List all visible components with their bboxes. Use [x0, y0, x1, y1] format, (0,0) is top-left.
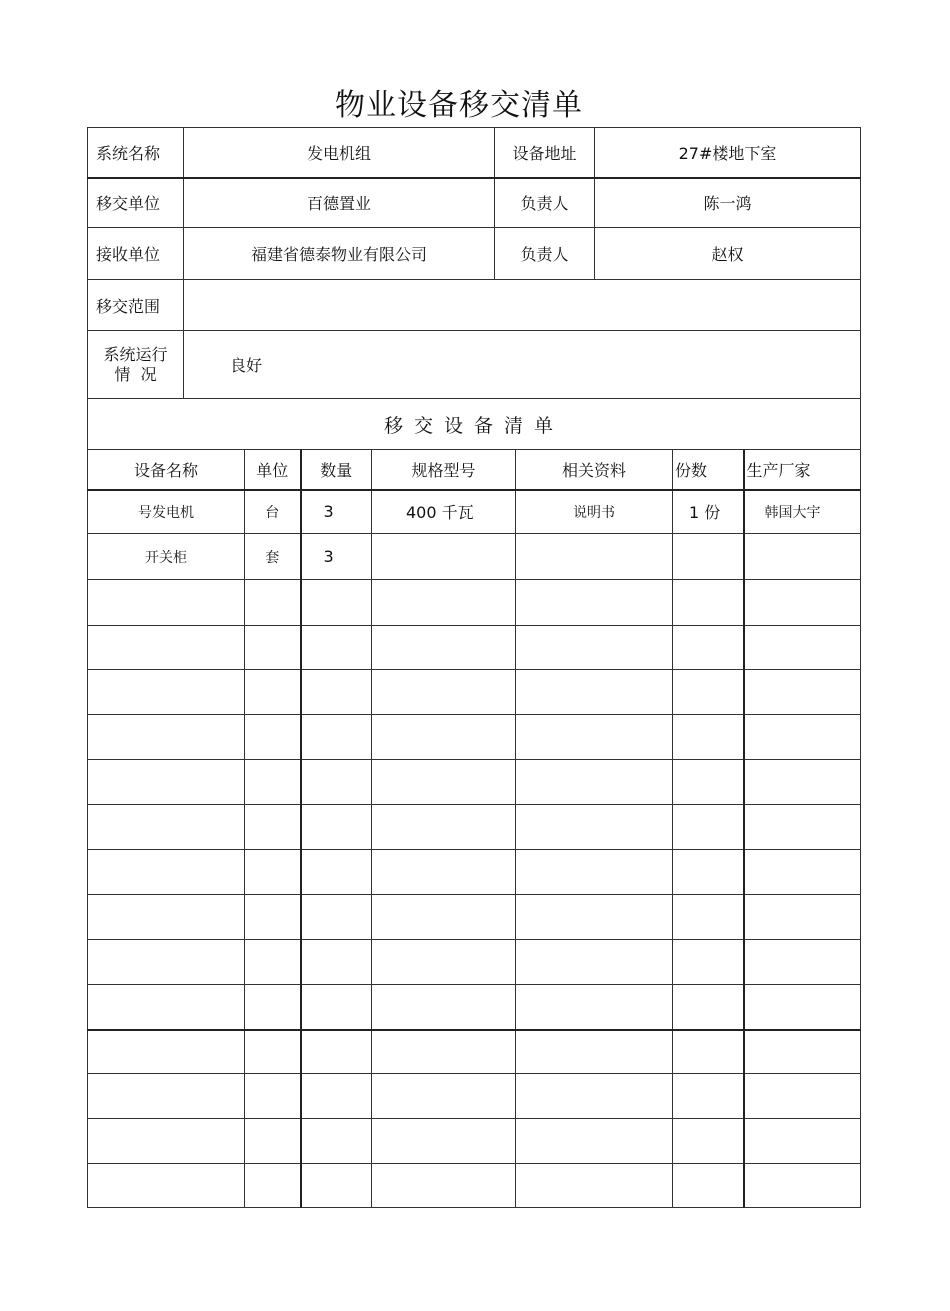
cell-manufacturer: [744, 1074, 861, 1119]
transfer-scope-label: 移交范围: [88, 280, 184, 331]
header-equipment-name: 设备名称: [88, 450, 245, 490]
page-title: 物业设备移交清单: [335, 88, 583, 123]
cell-unit: [245, 715, 301, 760]
header-spec-model: 规格型号: [372, 450, 516, 490]
cell-manufacturer: [744, 895, 861, 940]
receive-person-value: 赵权: [595, 228, 861, 280]
cell-documents: [516, 760, 673, 805]
cell-copies: [673, 1074, 744, 1119]
cell-documents: [516, 626, 673, 670]
cell-unit: [245, 940, 301, 985]
table-row: [88, 805, 861, 850]
header-quantity: 数量: [301, 450, 372, 490]
receive-unit-label: 接收单位: [88, 228, 184, 280]
cell-manufacturer: 韩国大宇: [744, 490, 861, 534]
header-documents: 相关资料: [516, 450, 673, 490]
cell-equipment-name: [88, 715, 245, 760]
cell-copies: 1 份: [673, 490, 744, 534]
cell-quantity: [301, 760, 372, 805]
cell-documents: [516, 580, 673, 626]
operation-status-value: 良好: [184, 331, 861, 399]
cell-quantity: [301, 580, 372, 626]
cell-equipment-name: [88, 760, 245, 805]
cell-quantity: [301, 940, 372, 985]
cell-copies: [673, 985, 744, 1030]
equipment-header-row: [88, 450, 861, 490]
cell-quantity: [301, 1030, 372, 1074]
cell-copies: [673, 940, 744, 985]
cell-unit: [245, 580, 301, 626]
cell-unit: [245, 670, 301, 715]
cell-quantity: 3: [301, 490, 372, 534]
cell-spec-model: [372, 1074, 516, 1119]
cell-unit: [245, 760, 301, 805]
cell-equipment-name: [88, 1074, 245, 1119]
cell-equipment-name: 开关柜: [88, 534, 245, 580]
cell-unit: [245, 1119, 301, 1164]
info-row-operation: [88, 331, 861, 399]
table-row: [88, 940, 861, 985]
cell-quantity: [301, 715, 372, 760]
cell-manufacturer: [744, 670, 861, 715]
table-row: [88, 1164, 861, 1208]
cell-manufacturer: [744, 985, 861, 1030]
cell-equipment-name: [88, 895, 245, 940]
transfer-unit-value: 百德置业: [184, 178, 495, 228]
cell-spec-model: [372, 626, 516, 670]
cell-equipment-name: [88, 1119, 245, 1164]
cell-spec-model: [372, 1164, 516, 1208]
equipment-address-value: 27#楼地下室: [595, 128, 861, 178]
cell-copies: [673, 626, 744, 670]
cell-equipment-name: [88, 940, 245, 985]
cell-documents: 说明书: [516, 490, 673, 534]
cell-unit: [245, 1030, 301, 1074]
cell-quantity: [301, 626, 372, 670]
cell-spec-model: [372, 670, 516, 715]
cell-unit: 套: [245, 534, 301, 580]
cell-documents: [516, 1164, 673, 1208]
cell-manufacturer: [744, 1030, 861, 1074]
cell-equipment-name: [88, 626, 245, 670]
transfer-unit-label: 移交单位: [88, 178, 184, 228]
transfer-scope-value: [184, 280, 861, 331]
cell-unit: [245, 895, 301, 940]
cell-copies: [673, 580, 744, 626]
cell-manufacturer: [744, 534, 861, 580]
table-row: [88, 534, 861, 580]
table-row: [88, 490, 861, 534]
cell-copies: [673, 1119, 744, 1164]
cell-documents: [516, 1074, 673, 1119]
info-row-scope: [88, 280, 861, 331]
cell-copies: [673, 895, 744, 940]
cell-spec-model: [372, 1119, 516, 1164]
cell-manufacturer: [744, 715, 861, 760]
cell-documents: [516, 534, 673, 580]
cell-equipment-name: [88, 805, 245, 850]
header-copies: 份数: [673, 450, 744, 490]
cell-unit: [245, 1074, 301, 1119]
table-row: [88, 895, 861, 940]
cell-documents: [516, 715, 673, 760]
cell-unit: [245, 805, 301, 850]
equipment-table: [87, 449, 861, 1208]
cell-spec-model: [372, 580, 516, 626]
info-row-transfer: [88, 178, 861, 228]
cell-unit: 台: [245, 490, 301, 534]
cell-spec-model: [372, 715, 516, 760]
cell-copies: [673, 1030, 744, 1074]
cell-spec-model: [372, 760, 516, 805]
header-manufacturer: 生产厂家: [744, 450, 861, 490]
cell-documents: [516, 895, 673, 940]
cell-spec-model: 400 千瓦: [372, 490, 516, 534]
table-row: [88, 580, 861, 626]
cell-manufacturer: [744, 1119, 861, 1164]
cell-unit: [245, 1164, 301, 1208]
equipment-section-title: 移交设备清单: [88, 399, 861, 450]
cell-documents: [516, 670, 673, 715]
cell-quantity: [301, 850, 372, 895]
operation-status-label-line1: 系统运行: [103, 344, 168, 364]
cell-unit: [245, 626, 301, 670]
cell-quantity: [301, 805, 372, 850]
operation-status-label-line2: 情 况: [114, 364, 157, 384]
cell-quantity: [301, 670, 372, 715]
table-row: [88, 1074, 861, 1119]
equipment-address-label: 设备地址: [495, 128, 595, 178]
cell-documents: [516, 1030, 673, 1074]
cell-equipment-name: 号发电机: [88, 490, 245, 534]
cell-spec-model: [372, 985, 516, 1030]
cell-spec-model: [372, 805, 516, 850]
cell-quantity: [301, 895, 372, 940]
cell-spec-model: [372, 534, 516, 580]
cell-documents: [516, 940, 673, 985]
table-row: [88, 715, 861, 760]
cell-manufacturer: [744, 760, 861, 805]
receive-person-label: 负责人: [495, 228, 595, 280]
info-row-system: [88, 128, 861, 178]
cell-equipment-name: [88, 850, 245, 895]
cell-quantity: 3: [301, 534, 372, 580]
cell-manufacturer: [744, 1164, 861, 1208]
header-unit: 单位: [245, 450, 301, 490]
cell-unit: [245, 850, 301, 895]
cell-equipment-name: [88, 670, 245, 715]
table-row: [88, 850, 861, 895]
operation-status-label: [88, 331, 184, 399]
cell-documents: [516, 985, 673, 1030]
cell-quantity: [301, 985, 372, 1030]
table-row: [88, 626, 861, 670]
cell-copies: [673, 805, 744, 850]
cell-quantity: [301, 1119, 372, 1164]
cell-copies: [673, 670, 744, 715]
info-table: [87, 127, 861, 450]
cell-equipment-name: [88, 985, 245, 1030]
info-row-receive: [88, 228, 861, 280]
table-row: [88, 670, 861, 715]
cell-manufacturer: [744, 940, 861, 985]
cell-manufacturer: [744, 580, 861, 626]
equipment-section-title-row: [88, 399, 861, 450]
cell-copies: [673, 850, 744, 895]
cell-manufacturer: [744, 626, 861, 670]
cell-documents: [516, 805, 673, 850]
receive-unit-value: 福建省德泰物业有限公司: [184, 228, 495, 280]
cell-spec-model: [372, 940, 516, 985]
table-row: [88, 1030, 861, 1074]
cell-documents: [516, 1119, 673, 1164]
transfer-person-value: 陈一鸿: [595, 178, 861, 228]
system-name-label: 系统名称: [88, 128, 184, 178]
table-row: [88, 760, 861, 805]
cell-copies: [673, 1164, 744, 1208]
table-row: [88, 985, 861, 1030]
cell-copies: [673, 715, 744, 760]
cell-manufacturer: [744, 850, 861, 895]
cell-manufacturer: [744, 805, 861, 850]
cell-spec-model: [372, 895, 516, 940]
cell-documents: [516, 850, 673, 895]
cell-equipment-name: [88, 580, 245, 626]
cell-quantity: [301, 1074, 372, 1119]
cell-equipment-name: [88, 1164, 245, 1208]
cell-spec-model: [372, 850, 516, 895]
transfer-person-label: 负责人: [495, 178, 595, 228]
cell-copies: [673, 534, 744, 580]
cell-unit: [245, 985, 301, 1030]
cell-equipment-name: [88, 1030, 245, 1074]
cell-quantity: [301, 1164, 372, 1208]
system-name-value: 发电机组: [184, 128, 495, 178]
table-row: [88, 1119, 861, 1164]
cell-copies: [673, 760, 744, 805]
cell-spec-model: [372, 1030, 516, 1074]
